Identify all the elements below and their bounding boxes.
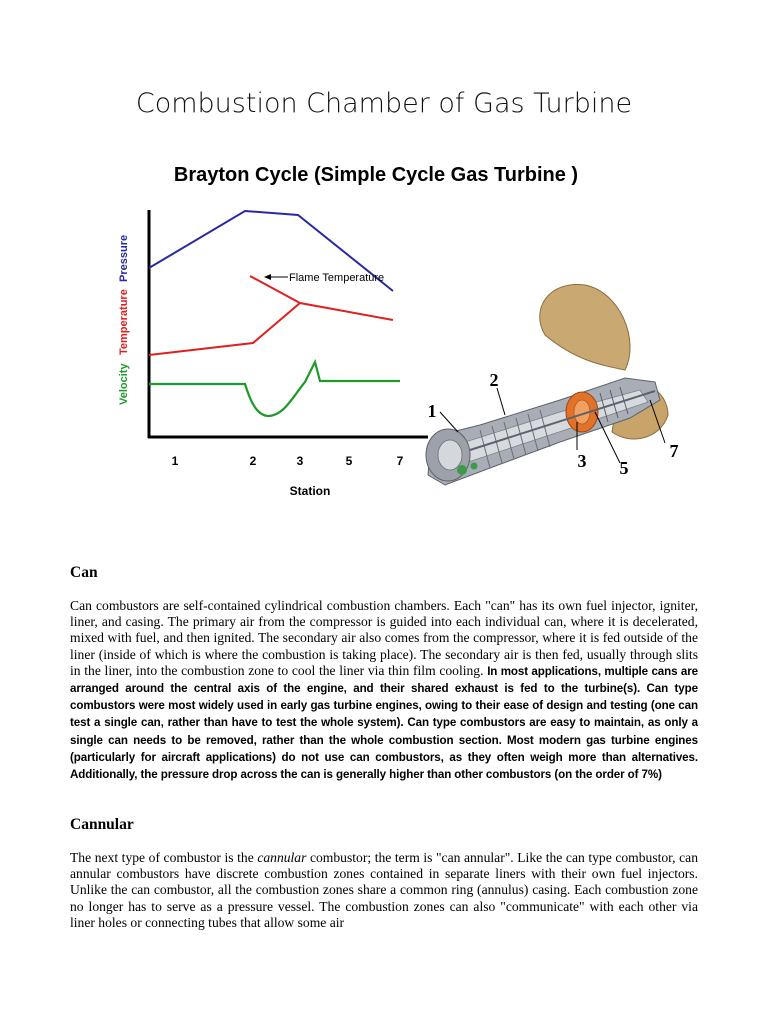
cannular-text-italic: cannular: [257, 850, 307, 865]
cannular-text-after: combustor; the term is "can annular". Like the can type combustor, can annular combustors have discrete combustion zones contained in separate liners with their own fuel injectors. Unlike the can combustor, all the combustion zones share a common ring (annulus) casing. Each combustion zone no longer has to serve as a pressure vessel. The combustion zones can also "communicate" with each other via liner holes or connecting tubes that allow some air: [70, 850, 698, 930]
engine-label: 2: [489, 370, 499, 390]
brayton-cycle-figure: [0, 150, 768, 520]
engine-label: 1: [427, 401, 437, 421]
x-axis-label: Station: [289, 484, 331, 498]
page-title: Combustion Chamber of Gas Turbine: [135, 88, 633, 119]
ylabel-velocity: Velocity: [118, 363, 130, 405]
series-temperature: [149, 303, 300, 355]
cannular-paragraph: [70, 850, 698, 931]
section-heading-can: Can: [70, 564, 98, 581]
tick-label: 7: [396, 454, 404, 468]
engine-label: 3: [577, 451, 587, 471]
tick-label: 2: [249, 454, 257, 468]
cannular-text-before: The next type of combustor is the: [70, 850, 258, 865]
chart-title: Brayton Cycle (Simple Cycle Gas Turbine ): [173, 164, 579, 186]
ylabel-pressure: Pressure: [118, 234, 130, 282]
tick-label: 5: [345, 454, 353, 468]
annotation-arrowhead: [264, 274, 271, 280]
engine-label: 5: [619, 458, 629, 478]
tick-label: 1: [171, 454, 179, 468]
engine-label: 7: [669, 441, 679, 461]
section-heading-cannular: Cannular: [70, 816, 134, 833]
tick-label: 3: [296, 454, 304, 468]
can-text-serif: Can combustors are self-contained cylindrical combustion chambers. Each "can" has its own fuel injector, igniter, liner, and casing. The primary air from the compressor is guided into each individual can, where it is decelerated, mixed with fuel, and then ignited. The secondary air also comes from the compressor, where it is fed outside of the liner (inside of which is where the combustion is taking place). The secondary air is then fed, usually through slits in the liner, into the combustion zone to cool the liner via thin film cooling.: [70, 598, 698, 678]
ylabel-temperature: Temperature: [118, 289, 130, 355]
series-velocity: [149, 362, 400, 416]
can-text-sans: In most applications, multiple cans are arranged around the central axis of the engine, and their shared exhaust is fed to the turbine(s). Can type combustors were most widely used in early gas turbine engines, owing to their ease of design and testing (one can test a single can, rather than have to test the whole system). Can type combustors are easy to maintain, as only a single can needs to be removed, rather than the whole combustion section. Most modern gas turbine engines (particularly for aircraft applications) do not use can combustors, as they often weigh more than alternatives. Additionally, the pressure drop across the can is generally higher than other combustors (on the order of 7%): [70, 664, 698, 782]
can-paragraph: [70, 598, 698, 783]
gas-turbine-cutaway-illustration: [426, 284, 668, 485]
flame-temperature-label: Flame Temperature: [289, 272, 385, 284]
